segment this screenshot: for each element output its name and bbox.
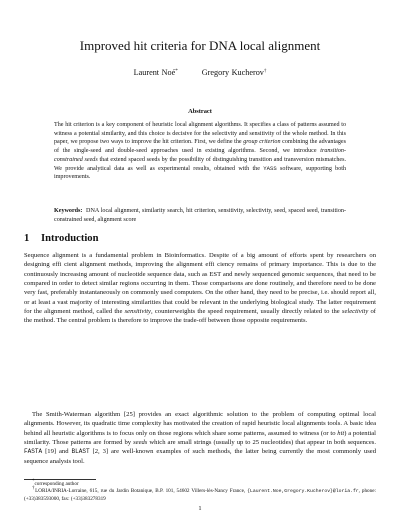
paper-title: Improved hit criteria for DNA local alignment [79, 38, 321, 53]
emphasis: group criterion [243, 139, 281, 146]
intro-paragraph: Sequence alignment is a fundamental problem in Bioinformatics. Despite of a big amount of efforts spent by researchers on designing effi cient alignment methods, improving the alignment effi ciency remains of primary importance. This is due to the continuously increasing amount of nucleotide sequence data, such as EST and newly sequenced genomic sequences, that need to be compared in order to detect similar regions occurring in them. Those comparisons are done routinely, and therefore need to be done very fast, preferably instantaneously on commonly used computers. On the other hand, they need to be precise, i.e. should report all, or at least a vast majority of interesting similarities that could be relevant in the underlying biological study. The latter requirement for the alignment method, called the sensitivity, counterweights the speed requirement, usually directly related to the selectivity of the method. The central problem is therefore to improve the trade-off between those opposite requirements. [24, 252, 376, 325]
software-name: BLAST [71, 448, 90, 456]
author-list [0, 68, 400, 78]
keywords-text: DNA local alignment, similarity search, hit criterion, sensitivity, selectivity, seed, spaced seed, transition-constrained seed, alignment score [54, 208, 346, 223]
author-name: Gregory Kucherov [201, 68, 264, 77]
section-title: Introduction [41, 233, 99, 244]
page-number: 1 [198, 505, 202, 512]
section-heading [24, 232, 99, 245]
emphasis: sensitivity [124, 308, 151, 316]
author-footnote-mark: † [263, 69, 267, 74]
author-footnote-mark: * [175, 69, 178, 74]
intro-paragraph: The Smith-Waterman algorithm [25] provides an exact algorithmic solution to the problem of computing optimal local alignments. However, its quadratic time complexity has motivated the creation of rapid heuristic local alignments tools. A basic idea behind all heuristic algorithms is to focus only on those regions which share some patterns, assumed to witness (or to hit) a potential similarity. Those patterns are formed by seeds which are small strings (usually up to 25 nucleotides) that appear in both sequences. FASTA [19] and BLAST [2, 3] are well-known examples of such methods, the latter being currently the most commonly used sequence analysis tool. [24, 411, 377, 465]
footnote: *corresponding author [32, 479, 79, 487]
emphasis: hit [337, 429, 345, 437]
emphasis: transition-constrained seeds [54, 148, 346, 163]
keywords-label: Keywords: [54, 208, 83, 214]
footnotes [24, 481, 376, 503]
software-name: YASS [263, 164, 277, 172]
abstract-heading: Abstract [188, 108, 212, 115]
footnote: †LORIA/INRIA-Lorraine, 615, rue du Jardin Botanique, B.P. 101, 54602 Villers-lès-Nancy France, {Laurent.Noe,Gregory.Kucherov}@loria.fr, phone: (+33)383593000, fax: (+33)383278319 [24, 486, 376, 502]
emphasis: selectivity [341, 308, 369, 316]
email-address: {Laurent.Noe,Gregory.Kucherov}@loria.fr [247, 489, 359, 495]
section-number: 1 [24, 233, 30, 244]
author-name: Laurent Noé [133, 68, 176, 77]
emphasis: seeds [133, 439, 148, 447]
abstract-text: The hit criterion is a key component of heuristic local alignment algorithms. It specifies a class of patterns assumed to witness a potential similarity, and this choice is decisive for the selectivity and sensitivity of the whole method. In this paper, we propose two ways to improve the hit criterion. First, we define the group criterion combining the advantages of the single-seed and double-seed approaches used in existing algorithms. Second, we introduce transition-constrained seeds that extend spaced seeds by the possibility of distinguishing transition and transversion mismatches. We provide analytical data as well as experimental results, obtained with the YASS software, supporting both improvements. [54, 122, 347, 181]
software-name: FASTA [24, 448, 43, 456]
keywords [54, 207, 346, 224]
